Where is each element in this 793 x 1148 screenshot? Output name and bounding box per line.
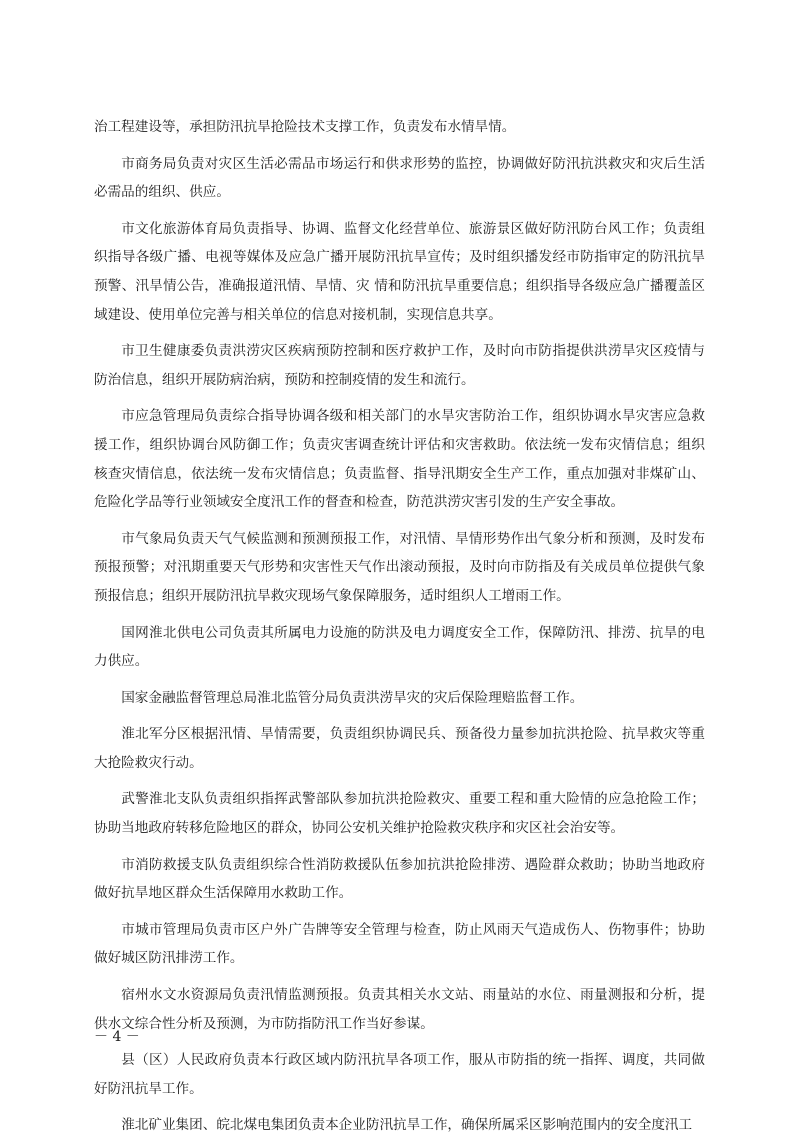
document-body xyxy=(94,113,705,1148)
paragraph-meteorological-bureau: 市气象局负责天气气候监测和预测预报工作，对汛情、旱情形势作出气象分析和预测，及时发布预报预警；对汛期重要天气形势和灾害性天气作出滚动预报，及时向市防指及有关成员单位提供气象预报信息；组织开展防汛抗旱救灾现场气象保障服务，适时组织人工增雨工作。 xyxy=(94,530,705,604)
paragraph-armed-police: 武警淮北支队负责组织指挥武警部队参加抗洪抢险救灾、重要工程和重大险情的应急抢险工作；协助当地政府转移危险地区的群众，协同公安机关维护抢险救灾秩序和灾区社会治安等。 xyxy=(94,791,705,837)
paragraph-culture-tourism-bureau: 市文化旅游体育局负责指导、协调、监督文化经营单位、旅游景区做好防汛防台风工作；负责组织指导各级广播、电视等媒体及应急广播开展防汛抗旱宣传；及时组织播发经市防指审定的防汛抗旱预警、汛旱情公告，准确报道汛情、旱情、灾 情和防汛抗旱重要信息；组织指导各级应急广播覆盖区域建设、使用单位完善与相关单位的信息对接机制，实现信息共享。 xyxy=(94,220,705,323)
paragraph-commerce-bureau: 市商务局负责对灾区生活必需品市场运行和供求形势的监控，协调做好防汛抗洪救灾和灾后生活必需品的组织、供应。 xyxy=(94,155,705,201)
paragraph-financial-regulation: 国家金融监督管理总局淮北监管分局负责洪涝旱灾的灾后保险理赔监督工作。 xyxy=(121,689,584,706)
paragraph-power-supply: 国网淮北供电公司负责其所属电力设施的防洪及电力调度安全工作，保障防汛、排涝、抗旱的电力供应。 xyxy=(94,624,705,670)
paragraph-fire-rescue: 市消防救援支队负责组织综合性消防救援队伍参加抗洪抢险排涝、遇险群众救助；协助当地政府做好抗旱地区群众生活保障用水救助工作。 xyxy=(94,856,705,902)
page-number: － 4 － xyxy=(94,1029,140,1045)
paragraph-hydrology-bureau: 宿州水文水资源局负责汛情监测预报。负责其相关水文站、雨量站的水位、雨量测报和分析，提供水文综合性分析及预测，为市防指防汛工作当好参谋。 xyxy=(94,987,705,1032)
paragraph-military-subdistrict: 淮北军分区根据汛情、旱情需要，负责组织协调民兵、预备役力量参加抗洪抢险、抗旱救灾等重大抢险救灾行动。 xyxy=(94,726,705,771)
paragraph-urban-management: 市城市管理局负责市区户外广告牌等安全管理与检查，防止风雨天气造成伤人、伤物事件；协助做好城区防汛排涝工作。 xyxy=(94,921,705,967)
paragraph-health-commission: 市卫生健康委负责洪涝灾区疾病预防控制和医疗救护工作，及时向市防指提供洪涝旱灾区疫情与防治信息，组织开展防病治病，预防和控制疫情的发生和流行。 xyxy=(94,343,705,388)
paragraph-mining-groups: 淮北矿业集团、皖北煤电集团负责本企业防汛抗旱工作，确保所属采区影响范围内的安全度汛工 xyxy=(121,1117,693,1134)
paragraph-continued: 治工程建设等，承担防汛抗旱抢险技术支撑工作，负责发布水情旱情。 xyxy=(94,119,516,135)
paragraph-emergency-management: 市应急管理局负责综合指导协调各级和相关部门的水旱灾害防治工作，组织协调水旱灾害应急救援工作，组织协调台风防御工作；负责灾害调查统计评估和灾害救助。依法统一发布灾情信息；组织核查灾情信息，依法统一发布灾情信息；负责监督、指导汛期安全生产工作，重点加强对非煤矿山、危险化学品等行业领域安全度汛工作的督查和检查，防范洪涝灾害引发的生产安全事故。 xyxy=(94,408,705,511)
paragraph-county-government: 县（区）人民政府负责本行政区域内防汛抗旱各项工作，服从市防指的统一指挥、调度，共同做好防汛抗旱工作。 xyxy=(94,1052,705,1097)
